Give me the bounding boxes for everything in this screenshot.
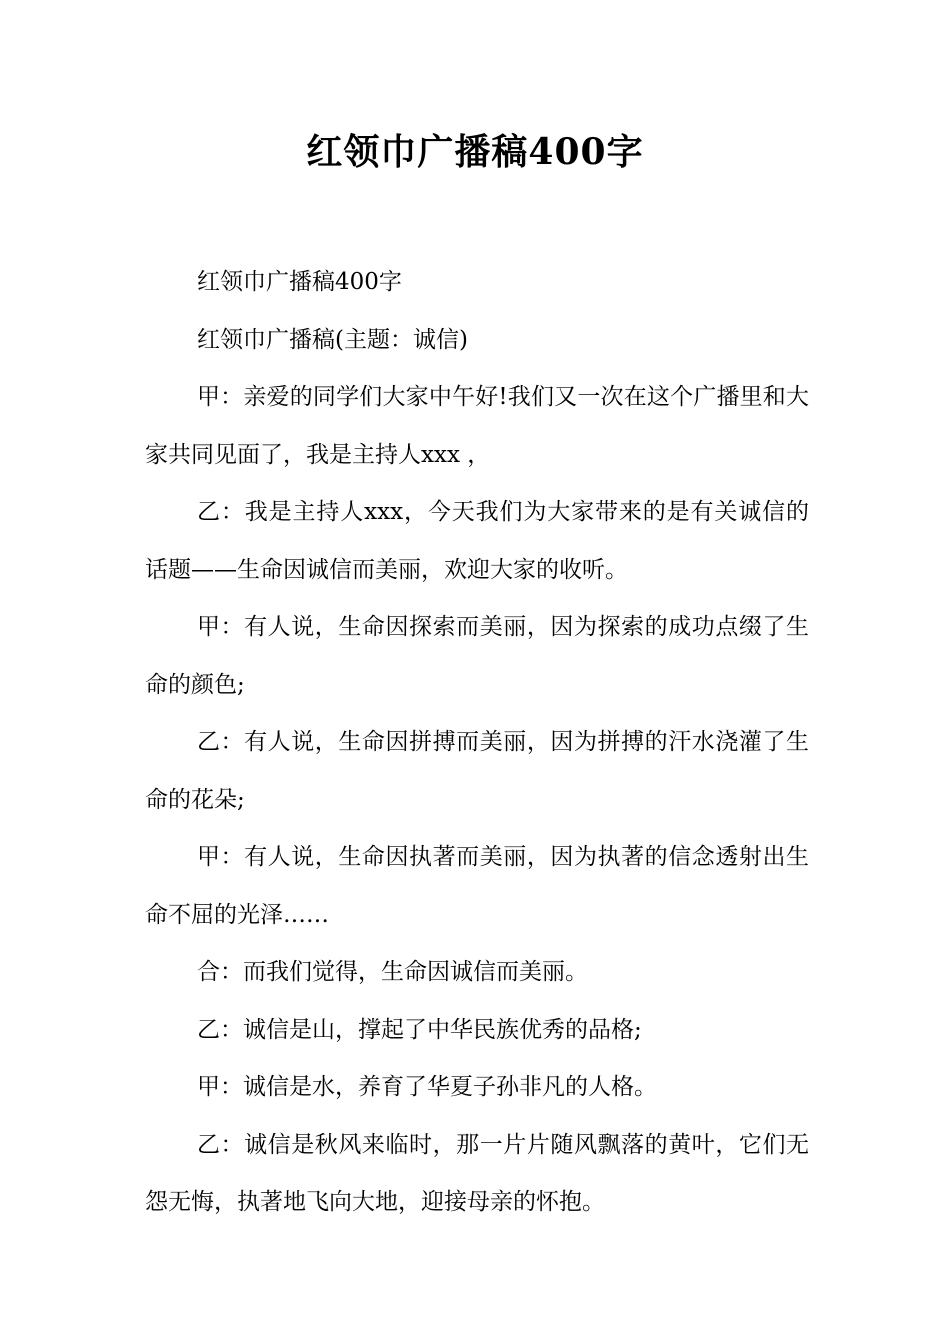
paragraph: 红领巾广播稿(主题：诚信) — [197, 326, 468, 353]
paragraph: 乙：我是主持人xxx，今天我们为大家带来的是有关诚信的话题——生命因诚信而美丽，欢迎大家的收听。 — [145, 499, 809, 583]
paragraph: 甲：有人说，生命因探索而美丽，因为探索的成功点缀了生命的颜色; — [145, 614, 809, 698]
document-body — [145, 254, 809, 1232]
paragraph: 甲：亲爱的同学们大家中午好!我们又一次在这个广播里和大家共同见面了，我是主持人xxx ， — [145, 384, 809, 468]
paragraph: 乙：诚信是秋风来临时，那一片片随风飘落的黄叶，它们无怨无悔，执著地飞向大地，迎接母亲的怀抱。 — [145, 1131, 809, 1215]
paragraph: 红领巾广播稿400字 — [197, 269, 402, 295]
paragraph: 乙：诚信是山，撑起了中华民族优秀的品格; — [197, 1016, 642, 1043]
document-title: 红领巾广播稿400字 — [306, 131, 644, 173]
paragraph: 甲：诚信是水，养育了华夏子孙非凡的人格。 — [197, 1074, 657, 1100]
paragraph: 甲：有人说，生命因执著而美丽，因为执著的信念透射出生命不屈的光泽…… — [145, 844, 809, 928]
paragraph: 乙：有人说，生命因拼搏而美丽，因为拼搏的汗水浇灌了生命的花朵; — [145, 729, 809, 813]
paragraph: 合：而我们觉得，生命因诚信而美丽。 — [197, 959, 588, 985]
